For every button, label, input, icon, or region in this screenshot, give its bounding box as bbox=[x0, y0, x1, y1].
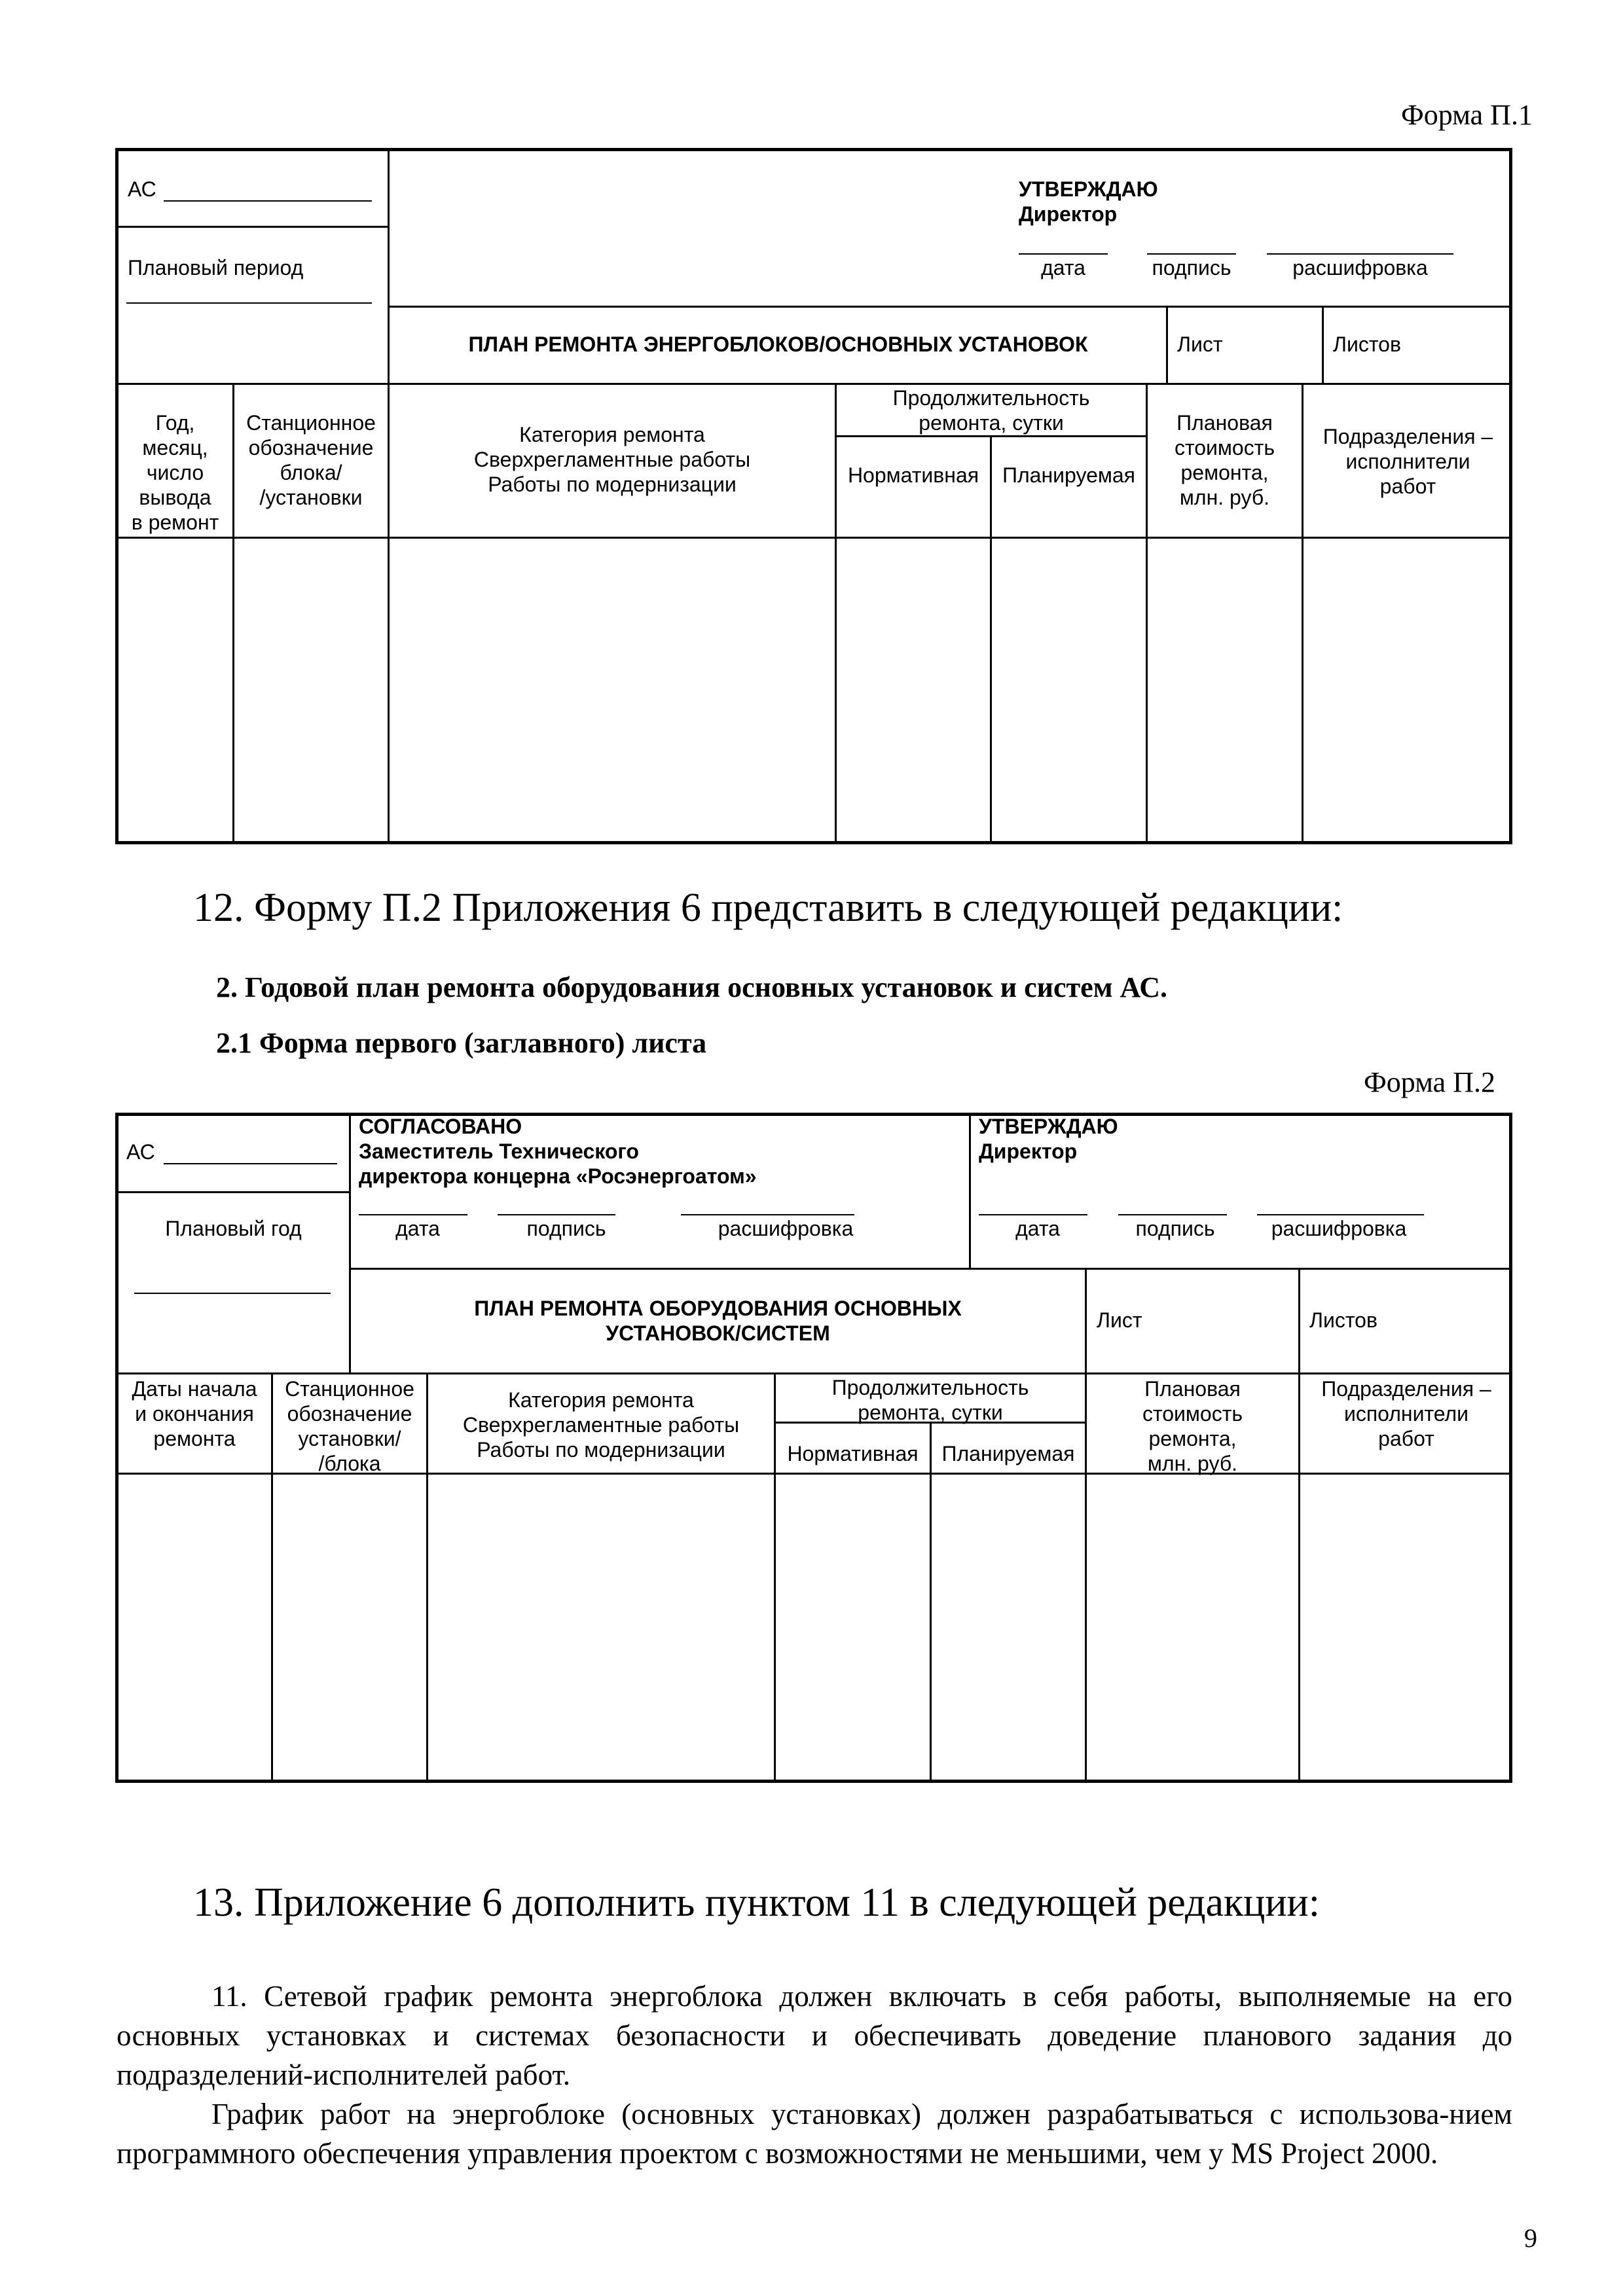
form1-as-label: АС bbox=[128, 177, 156, 201]
form2-col-divisions: Подразделения – исполнители работ bbox=[1321, 1377, 1491, 1450]
form1-col-category: Категория ремонта Сверхрегламентные работы Работы по модернизации bbox=[473, 423, 751, 496]
form2-col-dates: Даты начала и окончания ремонта bbox=[132, 1377, 257, 1450]
section12-subheading-2: 2.1 Форма первого (заглавного) листа bbox=[216, 1027, 707, 1059]
form2-approve-title: УТВЕРЖДАЮ bbox=[979, 1115, 1118, 1138]
section13-heading: 13. Приложение 6 дополнить пунктом 11 в следующей редакции: bbox=[193, 1880, 1320, 1925]
form2-approve-sign-date: дата bbox=[1015, 1217, 1060, 1240]
page-number: 9 bbox=[1524, 2223, 1537, 2253]
form2-col-normative: Нормативная bbox=[787, 1442, 919, 1465]
form2-agreed-title: СОГЛАСОВАНО bbox=[359, 1115, 522, 1138]
form1-as-input-line bbox=[164, 200, 372, 202]
form1-sheets-label: Листов bbox=[1333, 332, 1401, 356]
paragraph-11: 11. Сетевой график ремонта энергоблока должен включать в себя работы, выполняемые на его основных установках и системах безопасности и обеспечивать доведение планового задания до подразделений-исполнителей работ. bbox=[117, 1980, 1512, 2091]
form2-sheet-label: Лист bbox=[1097, 1308, 1142, 1332]
form2-plan-year-line bbox=[134, 1293, 331, 1294]
form2-approve-sign-signature: подпись bbox=[1135, 1217, 1215, 1240]
form1-sign-signature: подпись bbox=[1152, 256, 1231, 279]
form1-label: Форма П.1 bbox=[1401, 99, 1533, 131]
form2-agreed-sign-signature: подпись bbox=[526, 1217, 606, 1240]
form1-plan-period-label: Плановый период bbox=[128, 256, 304, 279]
form1-approve-role: Директор bbox=[1019, 202, 1118, 226]
form2-col-cost: Плановая стоимость ремонта, млн. руб. bbox=[1142, 1377, 1243, 1475]
form2-sheets-label: Листов bbox=[1309, 1308, 1377, 1332]
form1-plan-title: ПЛАН РЕМОНТА ЭНЕРГОБЛОКОВ/ОСНОВНЫХ УСТАНОВОК bbox=[468, 332, 1088, 356]
form2-col-category: Категория ремонта Сверхрегламентные работы Работы по модернизации bbox=[462, 1388, 740, 1462]
form1-col-cost: Плановая стоимость ремонта, млн. руб. bbox=[1174, 411, 1275, 509]
form1-col-normative: Нормативная bbox=[847, 463, 979, 487]
paragraph-ms-project: График работ на энергоблоке (основных установках) должен разрабатываться с использова-нием программного обеспечения управления проектом с возможностями не меньшими, чем у MS Project 2000. bbox=[117, 2098, 1512, 2170]
section12-subheading-1: 2. Годовой план ремонта оборудования основных установок и систем АС. bbox=[216, 971, 1167, 1003]
form2-agreed-sign-decoding: расшифровка bbox=[718, 1217, 854, 1240]
form2-approve-sign-decoding: расшифровка bbox=[1271, 1217, 1407, 1240]
form1-sign-decoding: расшифровка bbox=[1292, 256, 1428, 279]
form2-as-label: АС bbox=[126, 1140, 155, 1164]
form2-agreed-sign-date: дата bbox=[395, 1217, 440, 1240]
form1-col-station: Станционное обозначение блока/ /установки bbox=[246, 411, 376, 509]
form1-approve-title: УТВЕРЖДАЮ bbox=[1019, 177, 1158, 201]
form1-col-divisions: Подразделения – исполнители работ bbox=[1322, 425, 1493, 498]
form2-plan-year-label: Плановый год bbox=[165, 1217, 302, 1240]
form1-sign-date: дата bbox=[1041, 256, 1085, 279]
form2-col-planned: Планируемая bbox=[941, 1442, 1075, 1465]
form1-plan-period-line bbox=[126, 302, 372, 304]
section12-heading: 12. Форму П.2 Приложения 6 представить в следующей редакции: bbox=[193, 886, 1343, 930]
form2-label: Форма П.2 bbox=[1364, 1066, 1495, 1098]
form2-as-input-line bbox=[164, 1163, 337, 1164]
form1-col-duration: Продолжительность ремонта, сутки bbox=[892, 386, 1090, 435]
form2-col-station: Станционное обозначение установки/ /блока bbox=[285, 1377, 414, 1475]
form2-col-duration: Продолжительность ремонта, сутки bbox=[831, 1376, 1029, 1424]
form2-approve-role: Директор bbox=[979, 1139, 1078, 1163]
form2-agreed-role: Заместитель Технического директора концерна «Росэнергоатом» bbox=[359, 1139, 757, 1188]
form1-col-year: Год, месяц, число вывода в ремонт bbox=[131, 411, 219, 534]
form1-sheet-label: Лист bbox=[1177, 332, 1223, 356]
form2-plan-title: ПЛАН РЕМОНТА ОБОРУДОВАНИЯ ОСНОВНЫХ УСТАНОВОК/СИСТЕМ bbox=[474, 1297, 962, 1345]
form1-col-planned: Планируемая bbox=[1002, 463, 1135, 487]
